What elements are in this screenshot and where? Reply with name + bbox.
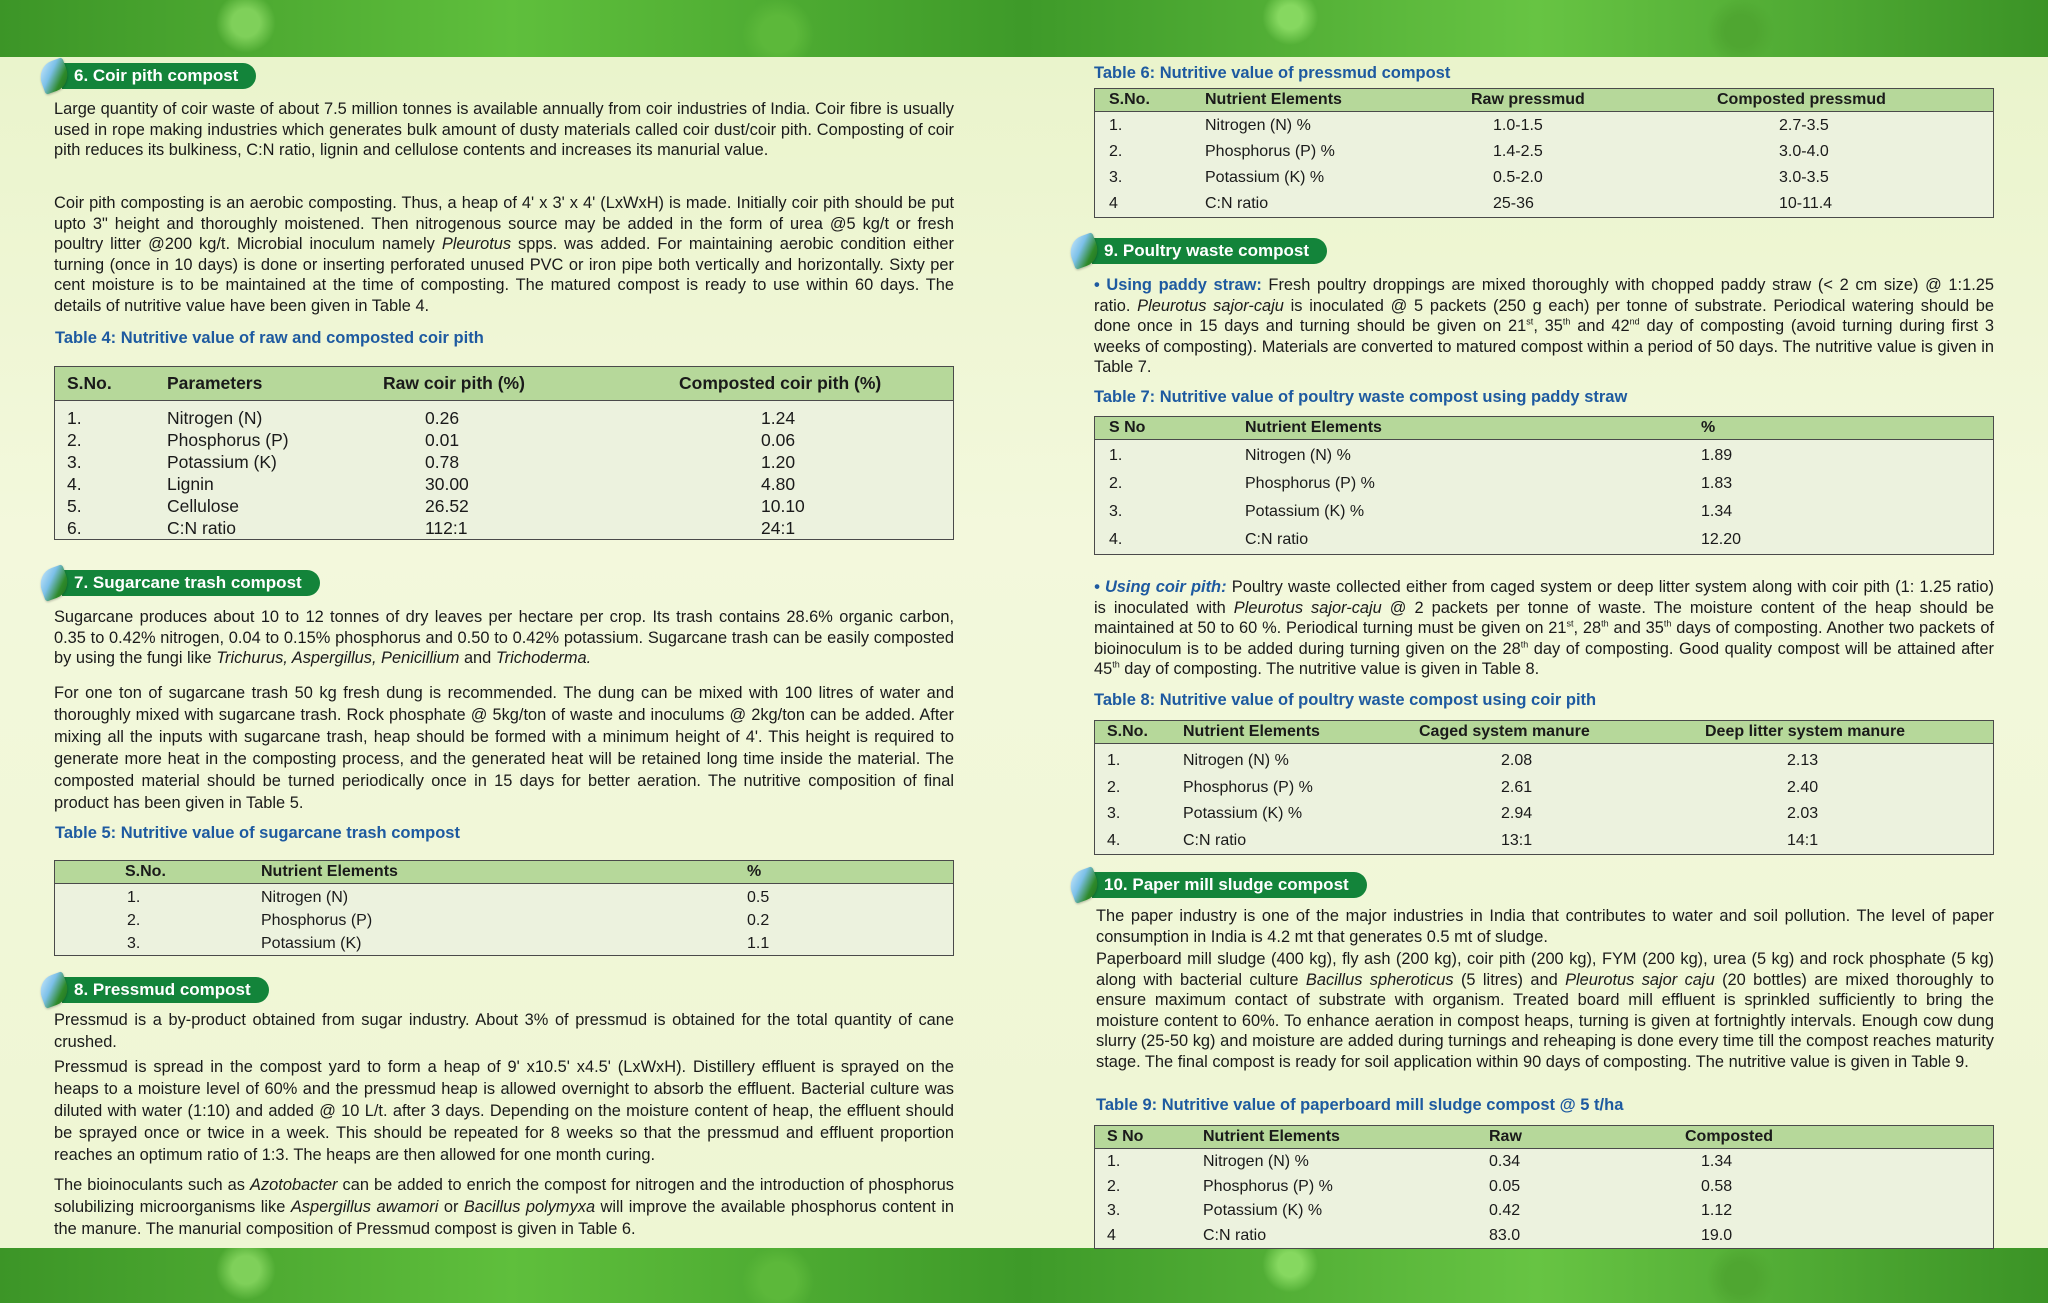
table-cell: C:N ratio xyxy=(1205,195,1269,212)
table-row xyxy=(55,473,954,495)
table-cell: 12.20 xyxy=(1701,531,1742,548)
table-5 xyxy=(54,860,954,956)
table-cell: 24:1 xyxy=(761,517,796,538)
table-cell: Nitrogen (N) % xyxy=(1245,447,1351,464)
table-cell: 0.06 xyxy=(761,429,796,450)
table-row xyxy=(1095,526,1994,555)
table-cell: 1. xyxy=(1107,1153,1121,1171)
table-cell: 2. xyxy=(1107,1177,1121,1195)
table-row xyxy=(55,451,954,473)
table-cell: 3. xyxy=(1109,503,1123,520)
table-4-caption: Table 4: Nutritive value of raw and composted coir pith xyxy=(55,329,484,347)
table-cell: 2.7-3.5 xyxy=(1779,117,1829,134)
table-row xyxy=(1095,112,1994,140)
table-8-caption: Table 8: Nutritive value of poultry waste compost using coir pith xyxy=(1094,691,1597,709)
table-cell: 0.01 xyxy=(425,429,460,450)
sec9-bullet-paddy-straw: • Using paddy straw: Fresh poultry droppings are mixed thoroughly with chopped paddy straw (< 2 cm size) @ 1:1.25 ratio. Pleurotus sajor-caju is inoculated @ 5 packets (250 g each) per tonne of substrate. Periodical watering should be done once in 15 days and turning should be given on 21st, 35th and 42nd day of composting (avoid turning during first 3 weeks of composting). Materials are converted to matured compost within a period of 50 days. The nutritive value is given in Table 7. xyxy=(1094,276,1995,376)
table-cell: 0.58 xyxy=(1701,1177,1733,1195)
table-cell: 5. xyxy=(67,495,82,516)
table-cell: 6. xyxy=(67,517,82,538)
right-page xyxy=(1024,57,2048,1248)
table-cell: 19.0 xyxy=(1701,1226,1733,1244)
table-5-caption: Table 5: Nutritive value of sugarcane trash compost xyxy=(55,824,460,842)
table-cell: 0.5 xyxy=(747,888,770,906)
table-cell: 83.0 xyxy=(1489,1226,1521,1244)
table-cell: 1.89 xyxy=(1701,447,1733,464)
table-cell: 2.94 xyxy=(1501,805,1533,823)
table-cell: 14:1 xyxy=(1787,831,1819,849)
table-header-row: S.No. Parameters Raw coir pith (%) Composted coir pith (%) xyxy=(55,367,954,401)
table-cell: Nitrogen (N) % xyxy=(1205,117,1311,134)
sec9-bullet-coir-pith: • Using coir pith: Poultry waste collected either from caged system or deep litter system along with coir pith (1: 1.25 ratio) is inoculated with Pleurotus sajor-caju @ 2 packets per tonne of waste. The moisture content of the heap should be maintained at 50 to 60 %. Periodical turning must be given on 21st, 28th and 35th days of composting. Another two packets of bioinoculum is to be added during turning given on the 28th day of composting. Good quality compost will be attained after 45th day of composting. The nutritive value is given in Table 8. xyxy=(1094,578,1995,678)
bottom-decorative-band xyxy=(0,1248,2048,1303)
sec10-paragraph-1: The paper industry is one of the major industries in India that contributes to water and soil pollution. The level of paper consumption in India is 4.2 mt that generates 0.5 mt of sludge. xyxy=(1096,907,1994,946)
sec8-paragraph-3: The bioinoculants such as Azotobacter can be added to enrich the compost for nitrogen and the introduction of phosphorus solubilizing microorganisms like Aspergillus awamori or Bacillus polymyxa will improve the available phosphorus content in the manure. The manurial composition of Pressmud compost is given in Table 6. xyxy=(54,1176,955,1238)
table-cell: 10.10 xyxy=(761,495,805,516)
sec7-paragraph-2: For one ton of sugarcane trash 50 kg fresh dung is recommended. The dung can be mixed with 100 litres of water and thoroughly mixed with sugarcane trash. Rock phosphate @ 5kg/ton of waste and inoculums @ 2kg/ton can be added. After mixing all the inputs with sugarcane trash, heap should be formed with a minimum height of 4'. This height is required to generate more heat in the composting process, and the generated heat will be retained long time inside the material. The composted material should be turned periodically once in 15 days for better aeration. The nutritive composition of final product has been given in Table 5. xyxy=(54,684,954,812)
table-7-caption: Table 7: Nutritive value of poultry waste compost using paddy straw xyxy=(1094,388,1628,406)
table-9-caption: Table 9: Nutritive value of paperboard mill sludge compost @ 5 t/ha xyxy=(1096,1096,1624,1114)
table-row xyxy=(55,495,954,517)
table-cell: 3. xyxy=(67,451,82,472)
table-6-caption: Table 6: Nutritive value of pressmud compost xyxy=(1094,64,1451,82)
table-row xyxy=(1095,1149,1994,1175)
table-cell: 2.03 xyxy=(1787,805,1819,823)
table-row xyxy=(1095,775,1994,802)
table-cell: 26.52 xyxy=(425,495,469,516)
sec7-paragraph-1: Sugarcane produces about 10 to 12 tonnes of dry leaves per hectare per crop. Its trash contains 28.6% organic carbon, 0.35 to 0.42% nitrogen, 0.04 to 0.15% phosphorus and 0.50 to 0.42% potassium. Sugarcane trash can be easily composted by using the fungi like Trichurus, Aspergillus, Penicillium and Trichoderma. xyxy=(54,608,954,667)
section-8-heading: 8. Pressmud compost xyxy=(40,977,269,1003)
table-cell: 4.80 xyxy=(761,473,796,494)
table-cell: 4. xyxy=(1107,831,1121,849)
table-cell: 13:1 xyxy=(1501,831,1533,849)
table-cell: Nitrogen (N) % xyxy=(1183,752,1289,770)
table-cell: Lignin xyxy=(167,473,214,494)
table-cell: 1.24 xyxy=(761,407,796,428)
table-row xyxy=(1095,1224,1994,1249)
table-row xyxy=(55,401,954,430)
table-cell: Potassium (K) % xyxy=(1205,169,1325,186)
table-cell: 1.4-2.5 xyxy=(1493,143,1543,160)
table-row xyxy=(1095,440,1994,471)
table-cell: 25-36 xyxy=(1493,195,1534,212)
table-cell: 10-11.4 xyxy=(1779,195,1833,212)
table-cell: 1.12 xyxy=(1701,1202,1733,1220)
sec8-paragraph-1: Pressmud is a by-product obtained from sugar industry. About 3% of pressmud is obtained for the total quantity of cane crushed. xyxy=(54,1011,954,1051)
table-cell: 0.05 xyxy=(1489,1177,1521,1195)
table-cell: 2. xyxy=(1107,778,1121,796)
section-9-heading: 9. Poultry waste compost xyxy=(1070,238,1327,264)
section-6-heading: 6. Coir pith compost xyxy=(40,63,256,89)
table-row xyxy=(1095,828,1994,855)
table-cell: 2. xyxy=(1109,475,1123,492)
table-cell: Phosphorus (P) % xyxy=(1245,475,1375,492)
sec6-paragraph-1: Large quantity of coir waste of about 7.5 million tonnes is available annually from coir industries of India. Coir fibre is usually used in rope making industries which generates bulk amount of dusty materials called coir dust/coir pith. Composting of coir pith reduces its bulkiness, C:N ratio, lignin and cellulose contents and increases its manurial value. xyxy=(54,100,954,159)
table-cell: 2. xyxy=(127,911,141,929)
table-6 xyxy=(1094,88,1994,218)
table-cell: Potassium (K) % xyxy=(1183,805,1303,823)
table-row xyxy=(1095,139,1994,165)
table-cell: 4 xyxy=(1109,195,1118,212)
table-9 xyxy=(1094,1125,1994,1249)
table-cell: Cellulose xyxy=(167,495,239,516)
table-cell: Nitrogen (N) % xyxy=(1203,1153,1309,1171)
table-row xyxy=(1095,165,1994,191)
table-cell: 3. xyxy=(1107,1202,1121,1220)
table-row xyxy=(55,932,954,956)
table-cell: 1.0-1.5 xyxy=(1493,117,1543,134)
table-header-row: S No Nutrient Elements Raw Composted xyxy=(1095,1126,1994,1149)
table-cell: C:N ratio xyxy=(1203,1226,1267,1244)
table-cell: 1. xyxy=(67,407,82,428)
table-cell: 4 xyxy=(1107,1226,1116,1244)
table-8 xyxy=(1094,720,1994,855)
table-cell: 3. xyxy=(127,934,141,952)
table-header-row: S.No. Nutrient Elements Caged system manure Deep litter system manure xyxy=(1095,721,1994,744)
table-cell: 0.78 xyxy=(425,451,460,472)
table-cell: 3.0-3.5 xyxy=(1779,169,1829,186)
table-4 xyxy=(54,366,954,540)
table-cell: Potassium (K) % xyxy=(1203,1202,1323,1220)
section-10-heading: 10. Paper mill sludge compost xyxy=(1070,872,1367,898)
table-cell: Phosphorus (P) % xyxy=(1203,1177,1333,1195)
table-cell: 1.20 xyxy=(761,451,796,472)
table-cell: 2.13 xyxy=(1787,752,1819,770)
table-row xyxy=(55,909,954,932)
table-row xyxy=(1095,744,1994,775)
table-cell: Phosphorus (P) xyxy=(167,429,289,450)
table-cell: 1. xyxy=(1109,447,1123,464)
table-cell: 3.0-4.0 xyxy=(1779,143,1829,160)
table-row xyxy=(1095,191,1994,218)
table-cell: 30.00 xyxy=(425,473,469,494)
table-cell: 0.42 xyxy=(1489,1202,1521,1220)
table-cell: C:N ratio xyxy=(167,517,237,538)
table-cell: Phosphorus (P) % xyxy=(1183,778,1313,796)
table-cell: 2.08 xyxy=(1501,752,1533,770)
table-cell: C:N ratio xyxy=(1245,531,1309,548)
table-cell: 0.26 xyxy=(425,407,460,428)
top-decorative-band xyxy=(0,0,2048,57)
table-cell: 1.83 xyxy=(1701,475,1733,492)
table-row xyxy=(1095,1199,1994,1224)
table-cell: 0.2 xyxy=(747,911,770,929)
table-cell: C:N ratio xyxy=(1183,831,1247,849)
table-cell: 0.34 xyxy=(1489,1153,1521,1171)
table-cell: 1. xyxy=(1109,117,1123,134)
sec8-paragraph-2: Pressmud is spread in the compost yard to form a heap of 9' x10.5' x4.5' (LxWxH). Distillery effluent is sprayed on the heaps to a moisture level of 60% and the pressmud heap is allowed overnight to absorb the effluent. Bacterial culture was diluted with water (1:10) and added @ 10 L/t. after 3 days. Depending on the moisture content of heap, the effluent should be sprayed once or twice in a week. This should be repeated for 8 weeks so that the pressmud and effluent proportion reaches an optimum ratio of 1:3. The heaps are then allowed for one month curing. xyxy=(54,1058,954,1164)
table-row xyxy=(55,884,954,910)
table-cell: 3. xyxy=(1109,169,1123,186)
table-cell: Potassium (K) xyxy=(167,451,277,472)
table-7 xyxy=(1094,416,1994,555)
table-row xyxy=(1095,1175,1994,1200)
table-cell: Potassium (K) xyxy=(261,934,362,952)
table-row xyxy=(1095,801,1994,828)
left-page xyxy=(0,57,1024,1248)
table-row xyxy=(1095,498,1994,526)
table-cell: 1.34 xyxy=(1701,1153,1733,1171)
table-cell: Potassium (K) % xyxy=(1245,503,1365,520)
coir-pith-label: • Using coir pith: xyxy=(1094,578,1227,596)
table-header-row: S.No. Nutrient Elements Raw pressmud Composted pressmud xyxy=(1095,89,1994,112)
table-cell: 1.34 xyxy=(1701,503,1733,520)
table-cell: Phosphorus (P) xyxy=(261,911,373,929)
section-7-heading: 7. Sugarcane trash compost xyxy=(40,570,320,596)
table-row xyxy=(1095,470,1994,498)
table-cell: 1.1 xyxy=(747,934,770,952)
table-row xyxy=(55,517,954,540)
table-cell: 2. xyxy=(1109,143,1123,160)
table-cell: Nitrogen (N) xyxy=(167,407,263,428)
table-cell: 4. xyxy=(1109,531,1123,548)
table-header-row: S.No. Nutrient Elements % xyxy=(55,861,954,884)
table-cell: 2. xyxy=(67,429,82,450)
table-cell: 2.61 xyxy=(1501,778,1533,796)
table-cell: 3. xyxy=(1107,805,1121,823)
sec6-paragraph-2: Coir pith composting is an aerobic composting. Thus, a heap of 4' x 3' x 4' (LxWxH) is made. Initially coir pith should be put upto 3" height and thoroughly moistened. Then nitrogenous source may be added in the form of urea @5 kg/t or fresh poultry litter @200 kg/t. Microbial inoculum namely Pleurotus spps. was added. For maintaining aerobic condition either turning (once in 10 days) is done or inserting perforated unused PVC or iron pipe both vertically and horizontally. Sixty per cent moisture is to be maintained at the time of composting. The matured compost is ready to use within 60 days. The details of nutritive value have been given in Table 4. xyxy=(54,194,954,315)
sec10-paragraph-2: Paperboard mill sludge (400 kg), fly ash (200 kg), coir pith (200 kg), FYM (200 kg), urea (5 kg) and rock phosphate (5 kg) along with bacterial culture Bacillus spheroticus (5 litres) and Pleurotus sajor caju (20 bottles) are mixed thoroughly to ensure maximum contact of substrate with organism. Treated board mill effluent is sprinkled sufficiently to bring the moisture content to 60%. To enhance aeration in compost heaps, turning is given at fortnightly intervals. Enough cow dung slurry (25-50 kg) and moisture are added during turnings and reheaping is done every time till the compost reaches maturity stage. The final compost is ready for soil application within 90 days of composting. The nutritive value is given in Table 9. xyxy=(1096,950,1995,1071)
table-cell: Nitrogen (N) xyxy=(261,888,349,906)
table-header-row: S No Nutrient Elements % xyxy=(1095,417,1994,440)
table-cell: 1. xyxy=(1107,752,1121,770)
table-cell: 2.40 xyxy=(1787,778,1819,796)
table-row xyxy=(55,429,954,451)
table-cell: 4. xyxy=(67,473,82,494)
table-cell: 1. xyxy=(127,888,141,906)
table-cell: Phosphorus (P) % xyxy=(1205,143,1335,160)
table-cell: 112:1 xyxy=(425,517,468,538)
table-cell: 0.5-2.0 xyxy=(1493,169,1543,186)
